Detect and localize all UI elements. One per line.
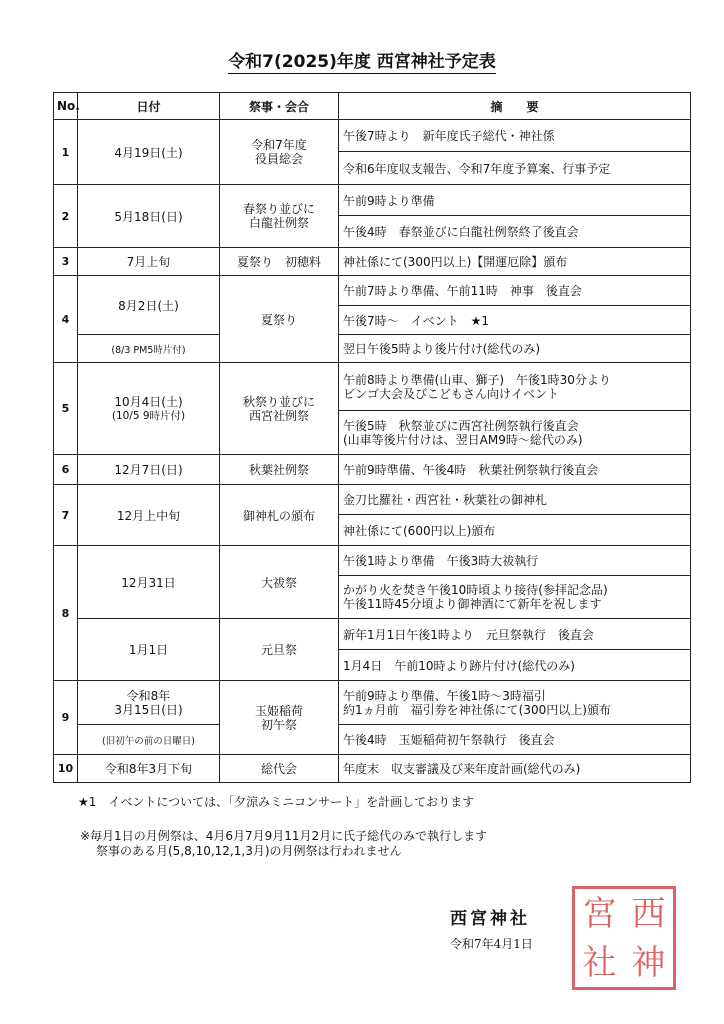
row-summary: 午前9時準備、午後4時 秋葉社例祭執行後直会 xyxy=(339,455,691,485)
table-row xyxy=(54,335,691,363)
row-summary: 午後5時 秋祭並びに西宮社例祭執行後直会 (山車等後片付けは、翌日AM9時～総代のみ) xyxy=(339,411,691,455)
table-row xyxy=(54,120,691,152)
schedule-table xyxy=(53,92,691,783)
row-number: 2 xyxy=(54,185,78,248)
row-number: 10 xyxy=(54,755,78,783)
row-summary: 午前9時より準備 xyxy=(339,185,691,216)
row-summary: 1月4日 午前10時より跡片付け(総代のみ) xyxy=(339,650,691,681)
row-date: 5月18日(日) xyxy=(78,185,220,248)
shrine-name: 西宮神社 xyxy=(450,909,530,929)
row-event: 秋祭り並びに 西宮社例祭 xyxy=(220,363,339,455)
signature-block xyxy=(450,904,533,952)
row-summary: 午後7時～ イベント ★1 xyxy=(339,306,691,335)
header-summary: 摘 要 xyxy=(339,93,691,120)
row-summary: 午後7時より 新年度氏子総代・神社係 xyxy=(339,120,691,152)
row-number: 3 xyxy=(54,248,78,276)
row-event: 大祓祭 xyxy=(220,546,339,619)
row-number: 9 xyxy=(54,681,78,755)
header-no: No. xyxy=(54,93,78,120)
table-row xyxy=(54,363,691,411)
row-date: 4月19日(土) xyxy=(78,120,220,185)
row-number: 4 xyxy=(54,276,78,363)
table-header-row xyxy=(54,93,691,120)
table-row xyxy=(54,546,691,576)
row-summary: 午前9時より準備、午後1時～3時福引 約1ヵ月前 福引券を神社係にて(300円以上)頒布 xyxy=(339,681,691,725)
row-date: 7月上旬 xyxy=(78,248,220,276)
table-row xyxy=(54,185,691,216)
row-number: 8 xyxy=(54,546,78,681)
row-number: 1 xyxy=(54,120,78,185)
table-row xyxy=(54,681,691,725)
table-row xyxy=(54,755,691,783)
row-summary: 神社係にて(300円以上)【開運厄除】頒布 xyxy=(339,248,691,276)
row-summary: 午前8時より準備(山車、獅子) 午後1時30分より ビンゴ大会及びこどもさん向けイベント xyxy=(339,363,691,411)
row-number: 7 xyxy=(54,485,78,546)
row-event: 御神札の頒布 xyxy=(220,485,339,546)
row-event: 総代会 xyxy=(220,755,339,783)
row-summary: 年度末 収支審議及び来年度計画(総代のみ) xyxy=(339,755,691,783)
table-row xyxy=(54,485,691,515)
row-date: 1月1日 xyxy=(78,619,220,681)
row-date: 令和8年 3月15日(日) xyxy=(78,681,220,725)
issue-date: 令和7年4月1日 xyxy=(450,937,533,951)
row-event: 令和7年度 役員総会 xyxy=(220,120,339,185)
table-row xyxy=(54,276,691,306)
row-summary: 金刀比羅社・西宮社・秋葉社の御神札 xyxy=(339,485,691,515)
row-date-note: (旧初午の前の日曜日) xyxy=(78,725,220,755)
table-row xyxy=(54,455,691,485)
row-event: 夏祭り 初穂料 xyxy=(220,248,339,276)
row-date: 10月4日(土) (10/5 9時片付) xyxy=(78,363,220,455)
table-row xyxy=(54,619,691,650)
row-summary: 新年1月1日午後1時より 元旦祭執行 後直会 xyxy=(339,619,691,650)
row-summary: 午後4時 玉姫稲荷初午祭執行 後直会 xyxy=(339,725,691,755)
header-date: 日付 xyxy=(78,93,220,120)
star-note: ★1 イベントについては、「夕涼みミニコンサート」を計画しております xyxy=(78,795,475,809)
row-summary: 神社係にて(600円以上)頒布 xyxy=(339,515,691,546)
row-number: 5 xyxy=(54,363,78,455)
row-summary: 令和6年度収支報告、令和7年度予算案、行事予定 xyxy=(339,152,691,185)
row-event: 玉姫稲荷 初午祭 xyxy=(220,681,339,755)
row-date-note: (8/3 PM5時片付) xyxy=(78,335,220,363)
row-date: 令和8年3月下旬 xyxy=(78,755,220,783)
monthly-note: ※毎月1日の月例祭は、4月6月7月9月11月2月に氏子総代のみで執行します 祭事のある月(5,8,10,12,1,3月)の月例祭は行われません xyxy=(80,829,488,858)
header-event: 祭事・会合 xyxy=(220,93,339,120)
row-summary: かがり火を焚き午後10時頃より接待(参拝記念品) 午後11時45分頃より御神酒にて新年を祝します xyxy=(339,576,691,619)
row-number: 6 xyxy=(54,455,78,485)
row-event: 春祭り並びに 白龍社例祭 xyxy=(220,185,339,248)
shrine-seal-icon: 宮 西 社 神 xyxy=(572,886,676,990)
row-date: 12月31日 xyxy=(78,546,220,619)
row-event: 夏祭り xyxy=(220,276,339,363)
row-summary: 午後1時より準備 午後3時大祓執行 xyxy=(339,546,691,576)
row-summary: 翌日午後5時より後片付け(総代のみ) xyxy=(339,335,691,363)
row-event: 元旦祭 xyxy=(220,619,339,681)
row-date: 12月7日(日) xyxy=(78,455,220,485)
table-row xyxy=(54,725,691,755)
row-event: 秋葉社例祭 xyxy=(220,455,339,485)
row-date: 8月2日(土) xyxy=(78,276,220,335)
page-title: 令和7(2025)年度 西宮神社予定表 xyxy=(228,52,496,72)
table-row xyxy=(54,248,691,276)
row-date: 12月上中旬 xyxy=(78,485,220,546)
row-summary: 午前7時より準備、午前11時 神事 後直会 xyxy=(339,276,691,306)
row-summary: 午後4時 春祭並びに白龍社例祭終了後直会 xyxy=(339,216,691,248)
